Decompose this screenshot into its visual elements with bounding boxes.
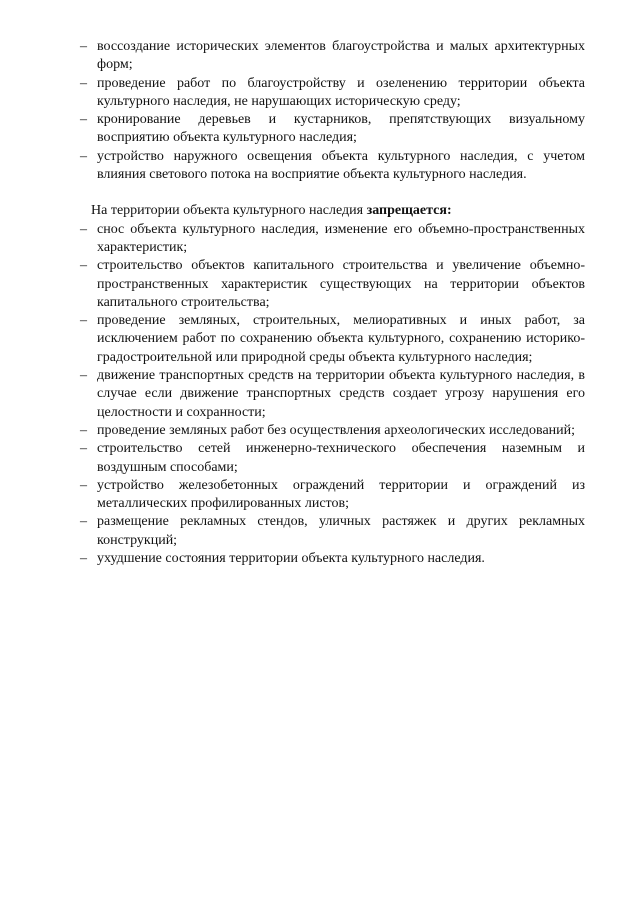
intro-bold-keyword: запрещается: [366, 203, 452, 219]
list-item-text: снос объекта культурного наследия, изменение его объемно-пространственных характеристик; [97, 221, 585, 255]
list-item [80, 550, 585, 568]
list-item [80, 477, 585, 514]
dash-marker: – [80, 258, 87, 274]
list-item-text: кронирование деревьев и кустарников, препятствующих визуальному восприятию объекта культурного наследия; [97, 112, 585, 146]
dash-marker: – [80, 313, 87, 329]
list-item [80, 221, 585, 258]
dash-marker: – [80, 477, 87, 493]
document-body [80, 38, 585, 568]
dash-marker: – [80, 368, 87, 384]
list-item [80, 312, 585, 367]
dash-marker: – [80, 112, 87, 128]
list-item-text: строительство объектов капитального строительства и увеличение объемно-пространственных характеристик существующих на территории объектов капитального строительства; [97, 258, 585, 310]
list-item-text: устройство наружного освещения объекта культурного наследия, с учетом влияния светового потока на восприятие объекта культурного наследия. [97, 148, 585, 183]
list-item-text: воссоздание исторических элементов благоустройства и малых архитектурных форм; [97, 39, 585, 73]
dash-marker: – [80, 39, 87, 54]
list-item [80, 440, 585, 477]
allowed-works-list [80, 38, 585, 184]
list-item-text: проведение земляных, строительных, мелиоративных и иных работ, за исключением работ по сохранению объекта культурного, сохранению историко-градостроительной или природной среды объекта культурного наследия; [97, 313, 585, 365]
list-item [80, 513, 585, 550]
list-item [80, 148, 585, 185]
prohibited-intro-paragraph [80, 202, 585, 220]
dash-marker: – [80, 148, 87, 164]
list-item-text: ухудшение состояния территории объекта культурного наследия. [97, 551, 485, 567]
dash-marker: – [80, 75, 87, 91]
dash-marker: – [80, 551, 87, 567]
dash-marker: – [80, 422, 87, 438]
list-item [80, 111, 585, 148]
intro-text: На территории объекта культурного наследия [91, 203, 367, 219]
dash-marker: – [80, 514, 87, 530]
list-item [80, 422, 585, 440]
dash-marker: – [80, 221, 87, 237]
list-item [80, 367, 585, 422]
list-item-text: устройство железобетонных ограждений территории и ограждений из металлических профилированных листов; [97, 477, 585, 512]
prohibited-works-list [80, 221, 585, 569]
list-item-text: проведение земляных работ без осуществления археологических исследований; [97, 422, 576, 438]
list-item [80, 38, 585, 75]
list-item [80, 257, 585, 312]
dash-marker: – [80, 441, 87, 457]
list-item-text: проведение работ по благоустройству и озеленению территории объекта культурного наследия, не нарушающих историческую среду; [97, 75, 585, 109]
list-item-text: размещение рекламных стендов, уличных растяжек и других рекламных конструкций; [97, 514, 585, 548]
list-item-text: движение транспортных средств на территории объекта культурного наследия, в случае если движение транспортных средств создает угрозу нарушения его целостности и сохранности; [97, 368, 585, 420]
list-item [80, 75, 585, 112]
list-item-text: строительство сетей инженерно-технического обеспечения наземным и воздушным способами; [97, 441, 585, 475]
